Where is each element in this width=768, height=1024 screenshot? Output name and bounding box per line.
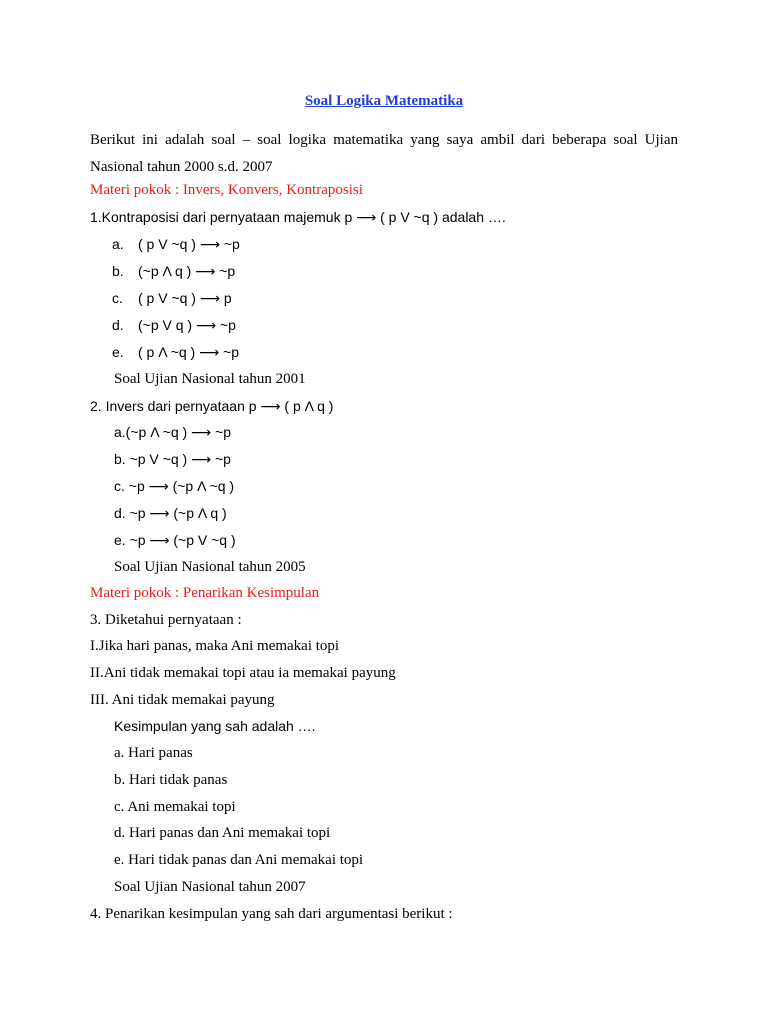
section-heading-2: Materi pokok : Penarikan Kesimpulan xyxy=(90,585,320,601)
question-4: 4. Penarikan kesimpulan yang sah dari argumentasi berikut : xyxy=(90,906,453,922)
q1-option-d xyxy=(112,315,236,335)
q3-source: Soal Ujian Nasional tahun 2007 xyxy=(114,879,306,895)
q2-option-d: d. ~p ⟶ (~p Λ q ) xyxy=(114,505,227,521)
q3-option-d: d. Hari panas dan Ani memakai topi xyxy=(114,825,331,841)
q3-option-b: b. Hari tidak panas xyxy=(114,772,228,788)
question-3: 3. Diketahui pernyataan : xyxy=(90,612,242,628)
q3-option-a: a. Hari panas xyxy=(114,745,193,761)
q3-premise-3: III. Ani tidak memakai payung xyxy=(90,692,275,708)
option-letter: c. xyxy=(112,290,123,306)
q3-option-e: e. Hari tidak panas dan Ani memakai topi xyxy=(114,852,364,868)
option-letter: d. xyxy=(112,317,124,333)
q1-option-c xyxy=(112,288,232,308)
q2-option-b: b. ~p V ~q ) ⟶ ~p xyxy=(114,451,231,467)
question-1: 1.Kontraposisi dari pernyataan majemuk p ⟶ ( p V ~q ) adalah …. xyxy=(90,209,506,225)
q1-source: Soal Ujian Nasional tahun 2001 xyxy=(114,371,306,387)
section-heading-1: Materi pokok : Invers, Konvers, Kontraposisi xyxy=(90,182,363,198)
option-text: (~p Λ q ) ⟶ ~p xyxy=(138,263,236,279)
option-text: ( p Λ ~q ) ⟶ ~p xyxy=(138,344,240,360)
option-letter: a. xyxy=(112,236,124,252)
option-letter: e. xyxy=(112,344,124,360)
q1-option-b xyxy=(112,261,235,281)
q2-option-c: c. ~p ⟶ (~p Λ ~q ) xyxy=(114,478,235,494)
q1-option-e xyxy=(112,342,239,362)
q3-option-c: c. Ani memakai topi xyxy=(114,799,236,815)
q2-option-e: e. ~p ⟶ (~p V ~q ) xyxy=(114,532,236,548)
question-2: 2. Invers dari pernyataan p ⟶ ( p Λ q ) xyxy=(90,398,334,414)
option-text: ( p V ~q ) ⟶ ~p xyxy=(138,236,240,252)
q1-option-a xyxy=(112,234,240,254)
q3-prompt: Kesimpulan yang sah adalah …. xyxy=(114,718,316,734)
q3-premise-2: II.Ani tidak memakai topi atau ia memakai payung xyxy=(90,665,396,681)
q2-source: Soal Ujian Nasional tahun 2005 xyxy=(114,559,306,575)
q3-premise-1: I.Jika hari panas, maka Ani memakai topi xyxy=(90,638,340,654)
option-text: ( p V ~q ) ⟶ p xyxy=(138,290,232,306)
option-text: (~p V q ) ⟶ ~p xyxy=(138,317,236,333)
document-title: Soal Logika Matematika xyxy=(304,93,464,109)
intro-paragraph: Berikut ini adalah soal – soal logika matematika yang saya ambil dari beberapa soal Ujian Nasional tahun 2000 s.d. 2007 xyxy=(90,132,678,175)
option-letter: b. xyxy=(112,263,124,279)
q2-option-a: a.(~p Λ ~q ) ⟶ ~p xyxy=(114,424,231,440)
